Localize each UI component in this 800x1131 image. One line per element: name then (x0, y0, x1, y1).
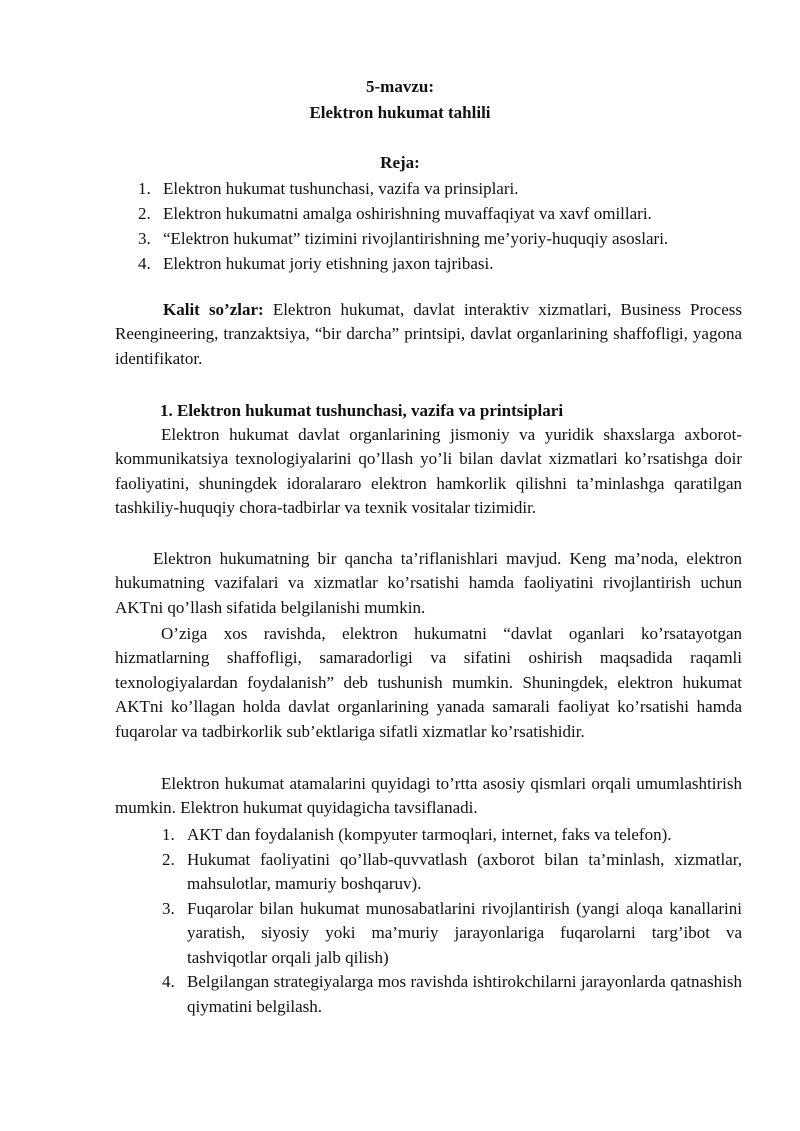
section-heading: 1. Elektron hukumat tushunchasi, vazifa va printsiplari (160, 401, 564, 420)
keywords-text: Elektron hukumat, davlat interaktiv xizmatlari, Business Process Reengineering, tranzaktsiya, “bir darcha” printsipi, davlat organlarining shaffofligi, yagona identifikator. (115, 300, 742, 368)
topic-number: 5-mavzu: (366, 77, 434, 96)
paragraph-2: Elektron hukumatning bir qancha ta’riflanishlari mavjud. Keng ma’noda, elektron hukumatning vazifalari va xizmatlar ko’rsatishi hamda faoliyatini rivojlantirish uchun AKTni qo’llash sifatida belgilanishi mumkin. (115, 549, 742, 617)
feature-item: 1. AKT dan foydalanish (kompyuter tarmoqlari, internet, faks va telefon). (162, 825, 672, 844)
plan-list (138, 176, 778, 276)
feature-item: 4. Belgilangan strategiyalarga mos ravishda ishtirokchilarni jarayonlarda qatnashish qiymatini belgilash. (162, 972, 742, 1016)
plan-item: 3. “Elektron hukumat” tizimini rivojlantirishning me’yoriy-huquqiy asoslari. (138, 229, 669, 248)
page-title: Elektron hukumat tahlili (309, 103, 491, 122)
plan-item: 2. Elektron hukumatni amalga oshirishning muvaffaqiyat va xavf omillari. (138, 204, 652, 223)
keywords-label: Kalit so’zlar: (163, 300, 264, 319)
plan-item: 1. Elektron hukumat tushunchasi, vazifa va prinsiplari. (138, 179, 519, 198)
paragraph-1: Elektron hukumat davlat organlarining jismoniy va yuridik shaxslarga axborot-kommunikatsiya texnologiyalarini qo’llash yo’li bilan davlat xizmatlari ko’rsatishga doir faoliyatini, shuningdek idoralararo elektron hamkorlik qilishni ta’minlashga qaratilgan tashkiliy-huquqiy chora-tadbirlar va texnik vositalar tizimidir. (115, 425, 742, 518)
paragraph-4: Elektron hukumat atamalarini quyidagi to’rtta asosiy qismlari orqali umumlashtirish mumkin. Elektron hukumat quyidagicha tavsiflanadi. (115, 774, 742, 818)
feature-item: 2. Hukumat faoliyatini qo’llab-quvvatlash (axborot bilan ta’minlash, xizmatlar, mahsulotlar, mamuriy boshqaruv). (162, 849, 742, 893)
feature-item: 3. Fuqarolar bilan hukumat munosabatlarini rivojlantirish (yangi aloqa kanallarini yaratish, siyosiy yoki ma’muriy jarayonlariga fuqarolarni targ’ibot va tashviqotlar orqali jalb qilish) (162, 898, 742, 967)
keywords-paragraph (115, 298, 742, 371)
features-list (162, 823, 742, 1019)
plan-label: Reja: (380, 153, 420, 172)
plan-item: 4. Elektron hukumat joriy etishning jaxon tajribasi. (138, 254, 494, 273)
paragraph-3: O’ziga xos ravishda, elektron hukumatni “davlat oganlari ko’rsatayotgan hizmatlarning shaffofligi, samaradorligi va sifatini oshirish maqsadida raqamli texnologiyalardan foydalanish” deb tushunish mumkin. Shuningdek, elektron hukumat AKTni ko’llagan holda davlat organlarining yanada samarali faoliyat ko’rsatishi hamda fuqarolar va tadbirkorlik sub’ektlariga sifatli xizmatlar ko’rsatishidir. (115, 624, 742, 741)
